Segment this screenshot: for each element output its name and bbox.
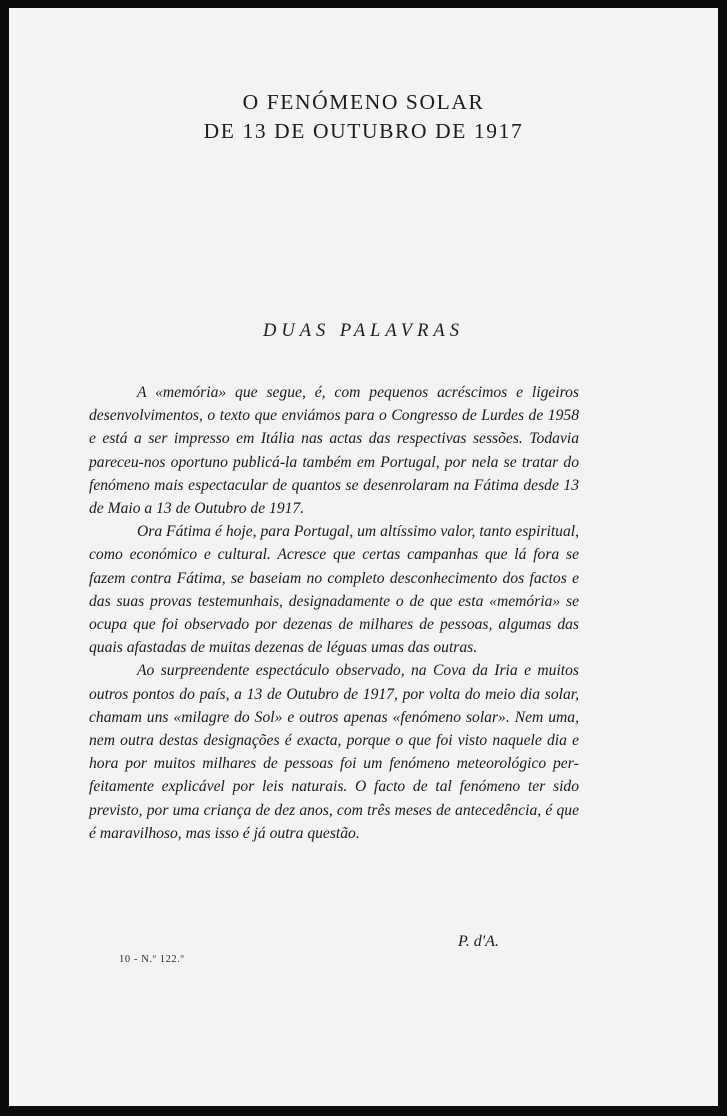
- body-text: [89, 381, 579, 845]
- paragraph-1: A «memória» que segue, é, com pequenos acréscimos e ligeiros desenvolvimentos, o texto que enviámos para o Congresso de Lurdes de 1958 e está a ser impresso em Itália nas actas das respectivas sessões. Todavia pareceu-nos oportuno publicá-la também em Portugal, por nela se tratar do fenómeno mais espectacular de quantos se desenrolaram na Fátima desde 13 de Maio a 13 de Outubro de 1917.: [89, 384, 579, 518]
- title-line-1: O FENÓMENO SOLAR: [242, 90, 485, 114]
- signature: P. d'A.: [458, 933, 499, 950]
- footer-note: 10 - N.º 122.º: [119, 954, 185, 965]
- document-title: [9, 88, 718, 146]
- paragraph-2: Ora Fátima é hoje, para Portugal, um altíssimo valor, tanto espiritual, como económico e cultural. Acresce que certas campanhas que lá fora se fazem contra Fátima, se baseiam no completo desconhecimento dos factos e das suas provas testemunhais, designadamente o de que esta «memória» se ocupa que foi observado por dezenas de milhares de pessoas, algumas das quais afastadas de muitas dezenas de léguas umas das outras.: [89, 523, 579, 657]
- title-line-2: DE 13 DE OUTUBRO DE 1917: [203, 119, 524, 143]
- section-heading: DUAS PALAVRAS: [263, 321, 464, 341]
- paragraph-3: Ao surpreendente espectáculo observado, na Cova da Iria e muitos outros pontos do país, a 13 de Outubro de 1917, por volta do meio dia solar, chamam uns «milagre do Sol» e outros apenas «fenómeno solar». Nem uma, nem outra destas designações é exacta, porque o que foi visto naquele dia e hora por muitos milhares de pessoas foi um fenómeno meteorológico perfeitamente explicável por leis naturais. O facto de tal fenómeno ter sido previsto, por uma criança de dez anos, com três meses de antecedência, é que é maravilhoso, mas isso é já outra questão.: [89, 662, 579, 842]
- document-page: [9, 8, 718, 1106]
